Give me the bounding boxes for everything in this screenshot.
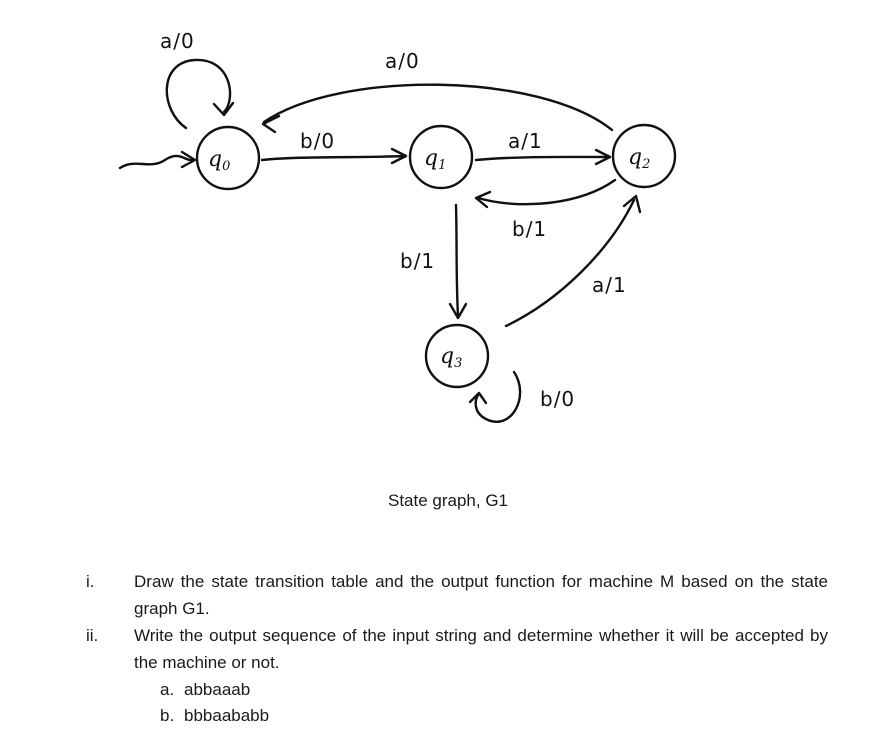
edge-label-q0-q1: b/0 xyxy=(300,129,336,153)
edge-label-q2-q0: a/0 xyxy=(385,49,420,73)
edge-q0-self xyxy=(160,29,233,128)
edge-q1-q3 xyxy=(400,205,466,318)
sub-item-text: bbbaababb xyxy=(184,706,270,725)
state-q0 xyxy=(197,127,259,189)
edge-q2-q0 xyxy=(263,49,612,132)
edge-q3-q2 xyxy=(506,196,640,326)
sub-item-letter: b. xyxy=(160,706,175,725)
edge-q1-q2 xyxy=(476,129,610,164)
sub-item-b xyxy=(160,702,269,729)
state-q1-label: q1 xyxy=(424,146,447,173)
edge-label-q3-q2: a/1 xyxy=(592,273,627,297)
figure-caption: State graph, G1 xyxy=(387,491,509,510)
edge-q3-self xyxy=(470,372,575,422)
question-text: Draw the state transition table and the output function for machine M based on the state graph G1. xyxy=(134,572,828,618)
start-arrow xyxy=(120,152,195,168)
question-number: i. xyxy=(86,572,95,591)
sub-item-text: abbaaab xyxy=(184,680,251,699)
state-q2 xyxy=(613,125,675,187)
edge-label-q0-self: a/0 xyxy=(160,29,195,53)
state-q1 xyxy=(410,126,472,188)
state-q3 xyxy=(426,325,488,387)
edge-label-q1-q2: a/1 xyxy=(508,129,543,153)
edge-q2-q1 xyxy=(476,180,615,241)
state-q3-label: q3 xyxy=(440,344,463,371)
question-number: ii. xyxy=(86,626,99,645)
state-q0-label: q0 xyxy=(208,147,231,174)
sub-item-letter: a. xyxy=(160,680,175,699)
state-q2-label: q2 xyxy=(628,145,651,172)
edge-q0-q1 xyxy=(262,129,406,163)
edge-label-q1-q3: b/1 xyxy=(400,249,436,273)
edge-label-q2-q1: b/1 xyxy=(512,217,548,241)
sub-item-a xyxy=(160,676,250,703)
edge-label-q3-self: b/0 xyxy=(540,387,576,411)
question-text: Write the output sequence of the input string and determine whether it will be accepted by the machine or not. xyxy=(134,626,828,672)
